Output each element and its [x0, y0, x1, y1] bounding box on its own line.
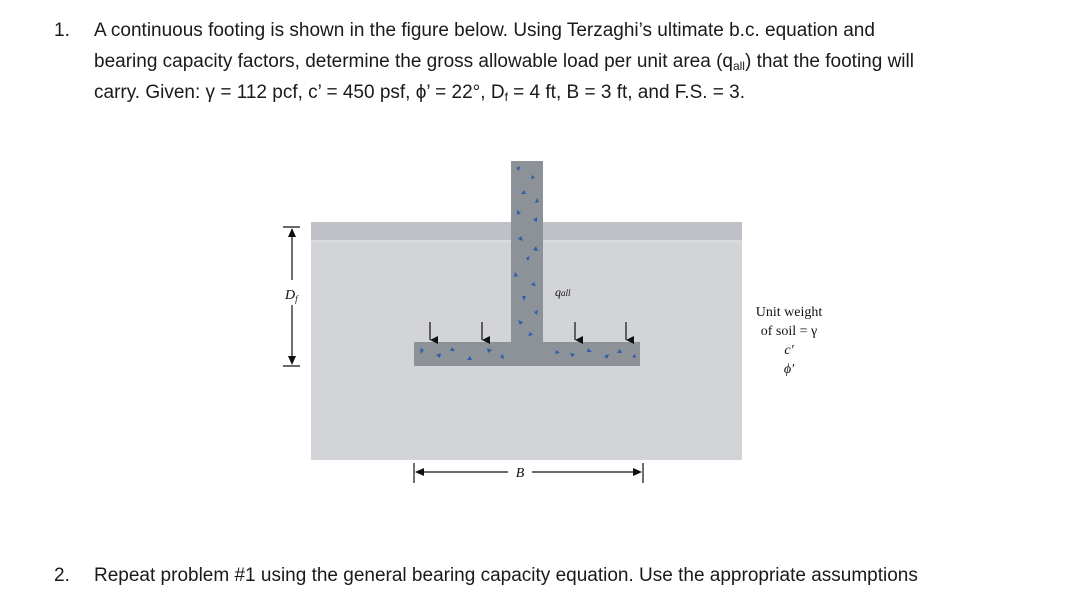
df-subscript: f [504, 90, 508, 104]
q-all-label: qall [555, 285, 571, 299]
problem-2-line-1: Repeat problem #1 using the general bearing capacity equation. Use the appropriate assumptions [94, 565, 918, 586]
problem-1-line-3-b: = 4 ft, B = 3 ft, and F.S. = 3. [507, 82, 746, 103]
q-all-subscript: all [732, 59, 745, 73]
df-label: $D_f$ [285, 288, 298, 304]
footing-base [414, 342, 640, 366]
b-label: B [515, 466, 525, 481]
soil-properties [756, 305, 823, 377]
footing-column [511, 161, 543, 343]
problem-1-number: 1. [54, 20, 70, 41]
problem-1-line-1: A continuous footing is shown in the figure below. Using Terzaghi’s ultimate b.c. equation and [94, 20, 875, 41]
problem-1-line-2-a: bearing capacity factors, determine the gross allowable load per unit area (q [94, 51, 733, 72]
problem-1-line-2-b: ) that the footing will [744, 51, 914, 72]
problem-1-line-3-a: carry. Given: γ = 112 pcf, c’ = 450 psf, ϕ’ = 22°, D [94, 82, 505, 103]
problem-2-number: 2. [54, 565, 70, 586]
b-dimension [414, 463, 643, 483]
soil-label-friction-angle: ϕ′ [783, 362, 795, 377]
soil-label-cohesion: c′ [784, 343, 794, 358]
soil-label-of-soil: of soil = γ [760, 324, 818, 339]
problem-2-text [94, 560, 1054, 591]
soil-label-unit-weight: Unit weight [755, 305, 823, 320]
